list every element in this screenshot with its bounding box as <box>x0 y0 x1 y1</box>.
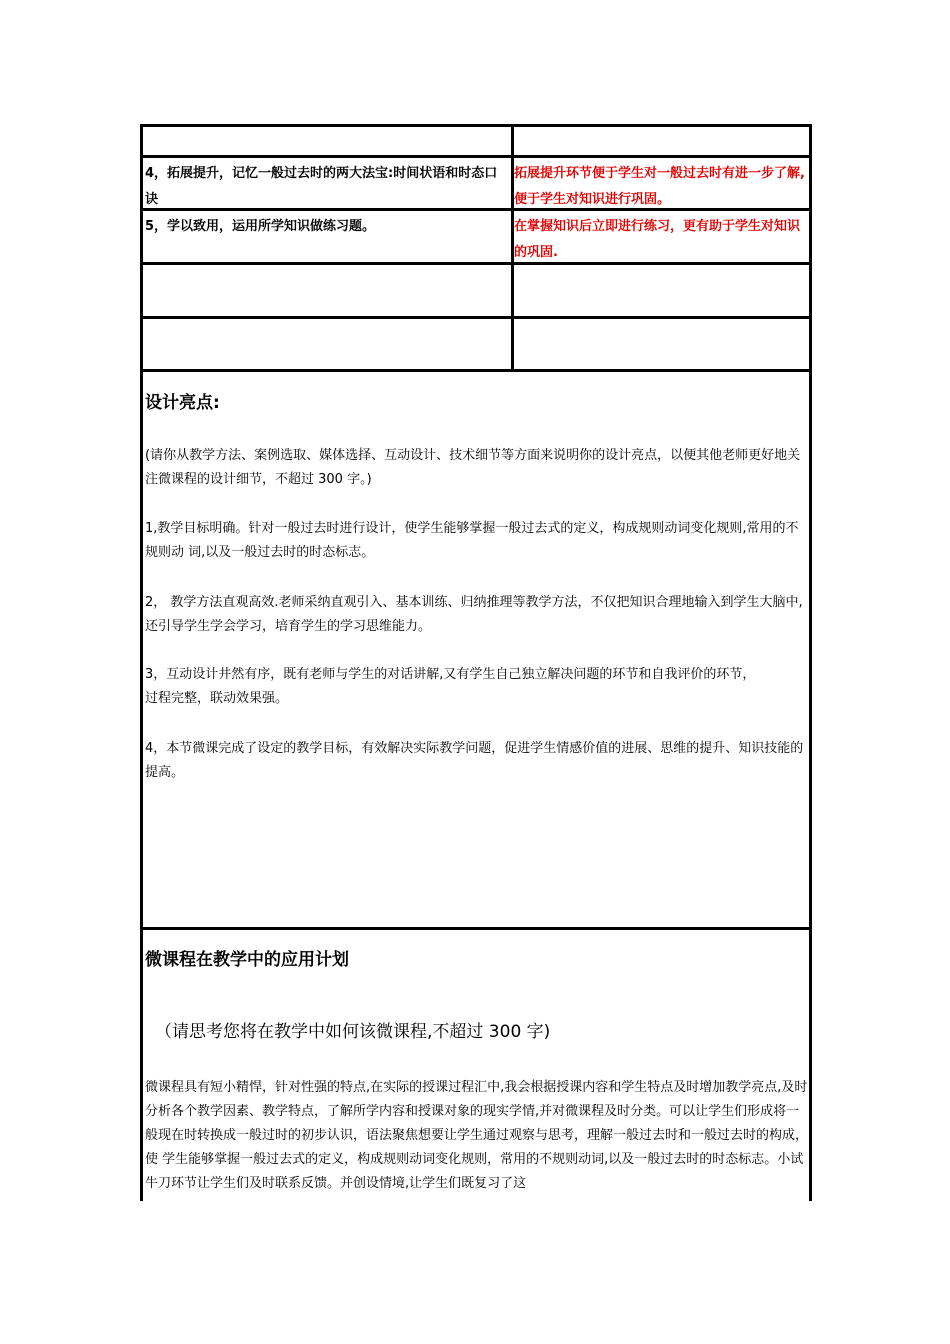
highlight-point: 4，本节微课完成了设定的教学目标，有效解决实际教学问题，促进学生情感价值的进展、思维的提升、知识技能的提高。 <box>145 741 804 780</box>
table-cell-right <box>514 265 806 316</box>
table-row <box>143 127 809 158</box>
plan-body: 微课程具有短小精悍，针对性强的特点,在实际的授课过程汇中,我会根据授课内容和学生特点及时增加教学亮点,及时分析各个教学因素、教学特点，了解所学内容和授课对象的现实学情,并对微课程及时分类。可以让学生们形成将一般现在时转换成一般过时的初步认识，语法聚焦想要让学生通过观察与思考，理解一般过去时和一般过去时的构成，使 学生能够掌握一般过去式的定义，构成规则动词变化规则，常用的不规则动词,以及一般过去时的时态标志。小试牛刀环节让学生们及时联系反馈。并创设情境,让学生们既复习了这 <box>145 1080 809 1191</box>
table-row <box>143 158 809 211</box>
highlight-point: 3，互动设计井然有序，既有老师与学生的对话讲解,又有学生自己独立解决问题的环节和自我评价的环节，过程完整，联动效果强。 <box>145 667 756 706</box>
step-4-description: 4，拓展提升，记忆一般过去时的两大法宝:时间状语和时态口诀 <box>145 166 498 207</box>
table-row <box>143 265 809 319</box>
application-plan-section <box>143 930 809 1204</box>
step-5-description: 5，学以致用，运用所学知识做练习题。 <box>145 219 376 234</box>
highlights-instruction: (请你从教学方法、案例选取、媒体选择、互动设计、技术细节等方面来说明你的设计亮点，以便其他老师更好地关注微课程的设计细节，不超过 300 字。) <box>145 448 801 487</box>
table-cell-left <box>145 265 507 316</box>
table-cell-right <box>514 127 806 155</box>
highlight-point: 1,教学目标明确。针对一般过去时进行设计，使学生能够掌握一般过去式的定义，构成规则动词变化规则,常用的不规则动 词,以及一般过去时的时态标志。 <box>145 521 799 560</box>
table-cell-left <box>145 127 507 155</box>
table-row <box>143 319 809 372</box>
plan-title: 微课程在教学中的应用计划 <box>145 950 349 970</box>
table-cell-right <box>514 319 806 369</box>
design-highlights-section <box>143 372 809 930</box>
highlight-point: 2， 教学方法直观高效.老师采纳直观引入、基本训练、归纳推理等教学方法，不仅把知识合理地输入到学生大脑中,还引导学生学会学习，培育学生的学习思维能力。 <box>145 595 803 634</box>
document-table <box>140 124 812 1201</box>
step-5-rationale: 在掌握知识后立即进行练习，更有助于学生对知识的巩固. <box>514 219 801 260</box>
highlights-title: 设计亮点: <box>145 393 220 413</box>
step-4-rationale: 拓展提升环节便于学生对一般过去时有进一步了解,便于学生对知识进行巩固。 <box>514 166 805 207</box>
table-row <box>143 211 809 265</box>
plan-subtitle: （请思考您将在教学中如何该微课程,不超过 300 字) <box>155 1022 551 1042</box>
table-cell-left <box>145 319 507 369</box>
